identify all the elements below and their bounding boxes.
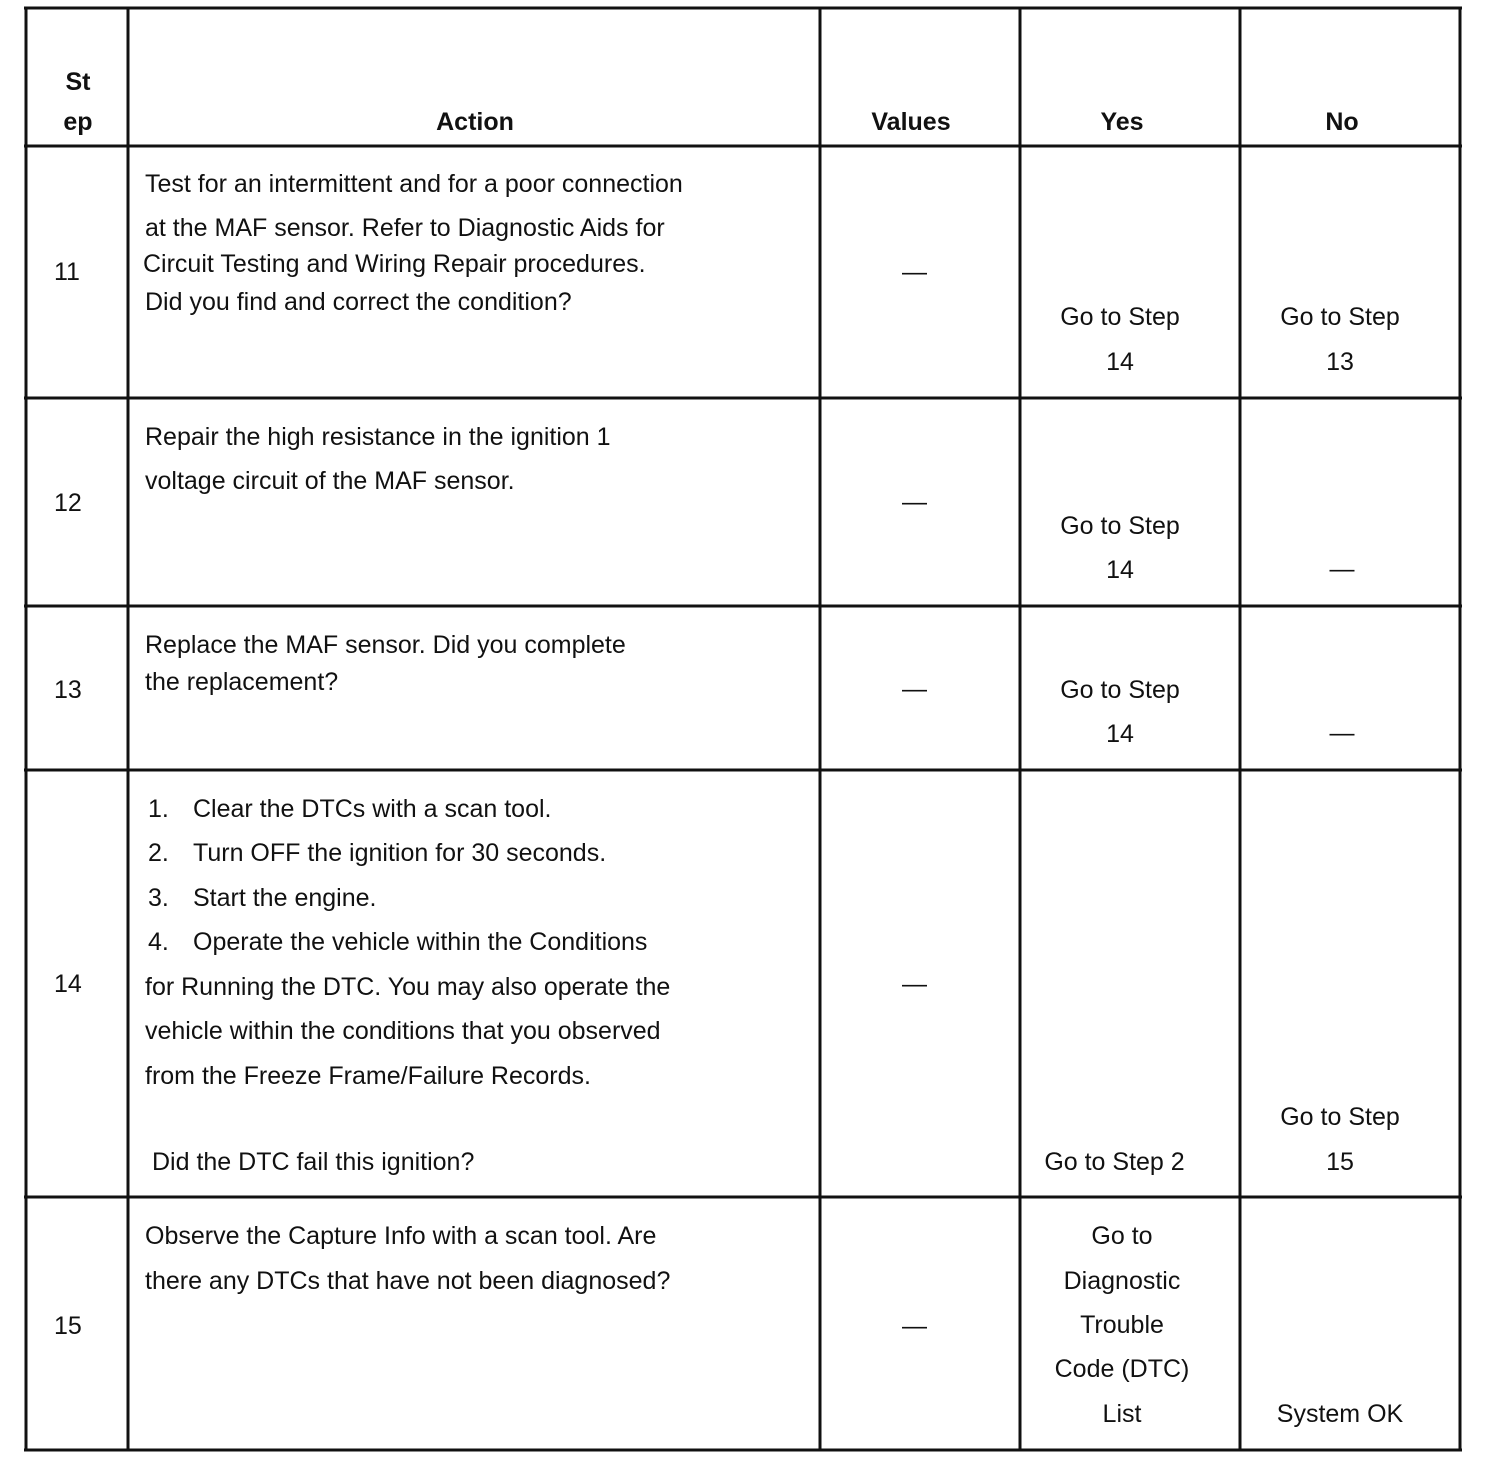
list-item-number: 3.	[148, 884, 169, 912]
yes-cell-line: Diagnostic	[1063, 1267, 1181, 1295]
action-text-line: Circuit Testing and Wiring Repair procedures.	[143, 250, 646, 278]
yes-cell-line: List	[1102, 1400, 1142, 1428]
yes-cell-line: 14	[1106, 348, 1134, 376]
list-item-number: 2.	[148, 839, 169, 867]
header-no: No	[1325, 108, 1359, 136]
values-cell: —	[902, 675, 927, 703]
step-number: 15	[54, 1312, 82, 1340]
list-item-text: Clear the DTCs with a scan tool.	[193, 795, 552, 823]
yes-cell-line: Go to Step	[1060, 303, 1180, 331]
yes-cell-line: Trouble	[1080, 1311, 1164, 1339]
yes-cell-line: 14	[1106, 720, 1134, 748]
yes-cell-line: Go to Step	[1060, 512, 1180, 540]
action-text-line: at the MAF sensor. Refer to Diagnostic Aids for	[145, 214, 665, 242]
action-text-line: Test for an intermittent and for a poor connection	[145, 170, 683, 198]
action-text-line: Observe the Capture Info with a scan tool. Are	[145, 1222, 657, 1250]
header-values: Values	[871, 108, 951, 136]
yes-cell-line: Go to Step	[1060, 676, 1180, 704]
no-cell-line: 13	[1326, 348, 1354, 376]
action-question: Did the DTC fail this ignition?	[152, 1148, 475, 1176]
action-text-line: the replacement?	[145, 668, 339, 696]
no-cell-line: —	[1329, 719, 1355, 747]
step-number: 13	[54, 676, 82, 704]
list-item-number: 4.	[148, 928, 169, 956]
no-cell-line: —	[1329, 555, 1355, 583]
action-text-line: voltage circuit of the MAF sensor.	[145, 467, 515, 495]
action-text-line: Replace the MAF sensor. Did you complete	[145, 631, 626, 659]
values-cell: —	[902, 1312, 927, 1340]
no-cell-line: System OK	[1276, 1400, 1404, 1428]
action-text-line: for Running the DTC. You may also operate the	[145, 973, 671, 1001]
action-text-line: Repair the high resistance in the ignition 1	[145, 423, 611, 451]
list-item-number: 1.	[148, 795, 169, 823]
no-cell-line: Go to Step	[1280, 303, 1400, 331]
yes-cell-line: Go to	[1091, 1222, 1153, 1250]
action-text-line: Did you find and correct the condition?	[145, 288, 572, 316]
list-item-text: Turn OFF the ignition for 30 seconds.	[193, 839, 607, 867]
action-text-line: vehicle within the conditions that you observed	[145, 1017, 661, 1045]
action-text-line: from the Freeze Frame/Failure Records.	[145, 1062, 591, 1090]
list-item-text: Operate the vehicle within the Conditions	[193, 928, 648, 956]
values-cell: —	[902, 258, 927, 286]
list-item-text: Start the engine.	[193, 884, 377, 912]
step-number: 12	[54, 489, 82, 517]
values-cell: —	[902, 488, 927, 516]
step-number: 11	[54, 258, 80, 286]
action-text-line: there any DTCs that have not been diagnosed?	[145, 1267, 671, 1295]
header-step-line1: St	[65, 68, 91, 96]
header-step-line2: ep	[63, 108, 93, 136]
yes-cell-line: Go to Step 2	[1044, 1148, 1185, 1176]
header-yes: Yes	[1100, 108, 1144, 136]
no-cell-line: Go to Step	[1280, 1103, 1400, 1131]
step-number: 14	[54, 970, 82, 998]
values-cell: —	[902, 970, 927, 998]
header-action: Action	[436, 108, 514, 136]
yes-cell-line: Code (DTC)	[1054, 1355, 1190, 1383]
no-cell-line: 15	[1326, 1148, 1354, 1176]
yes-cell-line: 14	[1106, 556, 1134, 584]
